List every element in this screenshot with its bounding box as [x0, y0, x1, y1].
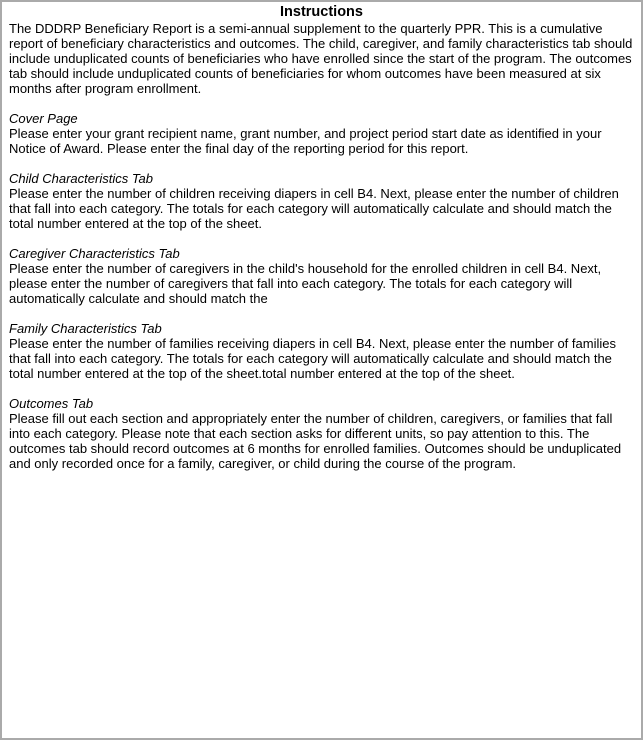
page-title: Instructions: [280, 4, 363, 20]
section-body: Please fill out each section and appropriately enter the number of children, caregivers, or families that fall into each category. Please note that each section asks for different units, so pay attention to this. The outcomes tab should record outcomes at 6 months for enrolled families. Outcomes should be unduplicated and only recorded once for a family, caregiver, or child during the course of the program.: [9, 411, 622, 471]
section-body: Please enter the number of caregivers in the child's household for the enrolled children in cell B4. Next, please enter the number of caregivers that fall into each category. The totals for each category will automatically calculate and should match the: [9, 261, 602, 306]
section-body: Please enter the number of families receiving diapers in cell B4. Next, please enter the number of families that fall into each category. The totals for each category will automatically calculate and should match the total number entered at the top of the sheet.total number entered at the top of the sheet.: [9, 336, 616, 381]
instruction-section: [9, 321, 634, 381]
instruction-section: [9, 246, 634, 306]
section-heading: Cover Page: [9, 111, 78, 126]
section-body: Please enter your grant recipient name, grant number, and project period start date as identified in your Notice of Award. Please enter the final day of the reporting period for this report.: [9, 126, 602, 156]
sections-container: [9, 111, 634, 471]
instruction-section: [9, 396, 634, 471]
instruction-section: [9, 111, 634, 156]
section-heading: Child Characteristics Tab: [9, 171, 154, 186]
section-heading: Outcomes Tab: [9, 396, 94, 411]
section-heading: Family Characteristics Tab: [9, 321, 162, 336]
instruction-section: [9, 171, 634, 231]
section-body: Please enter the number of children receiving diapers in cell B4. Next, please enter the number of children that fall into each category. The totals for each category will automatically calculate and should match the total number entered at the top of the sheet.: [9, 186, 619, 231]
section-heading: Caregiver Characteristics Tab: [9, 246, 180, 261]
intro-paragraph: The DDDRP Beneficiary Report is a semi-annual supplement to the quarterly PPR. This is a cumulative report of beneficiary characteristics and outcomes. The child, caregiver, and family characteristics tab should include unduplicated counts of beneficiaries who have enrolled since the start of the program. The outcomes tab should include unduplicated counts of beneficiaries for whom outcomes have been measured at six months after program enrollment.: [9, 21, 633, 96]
